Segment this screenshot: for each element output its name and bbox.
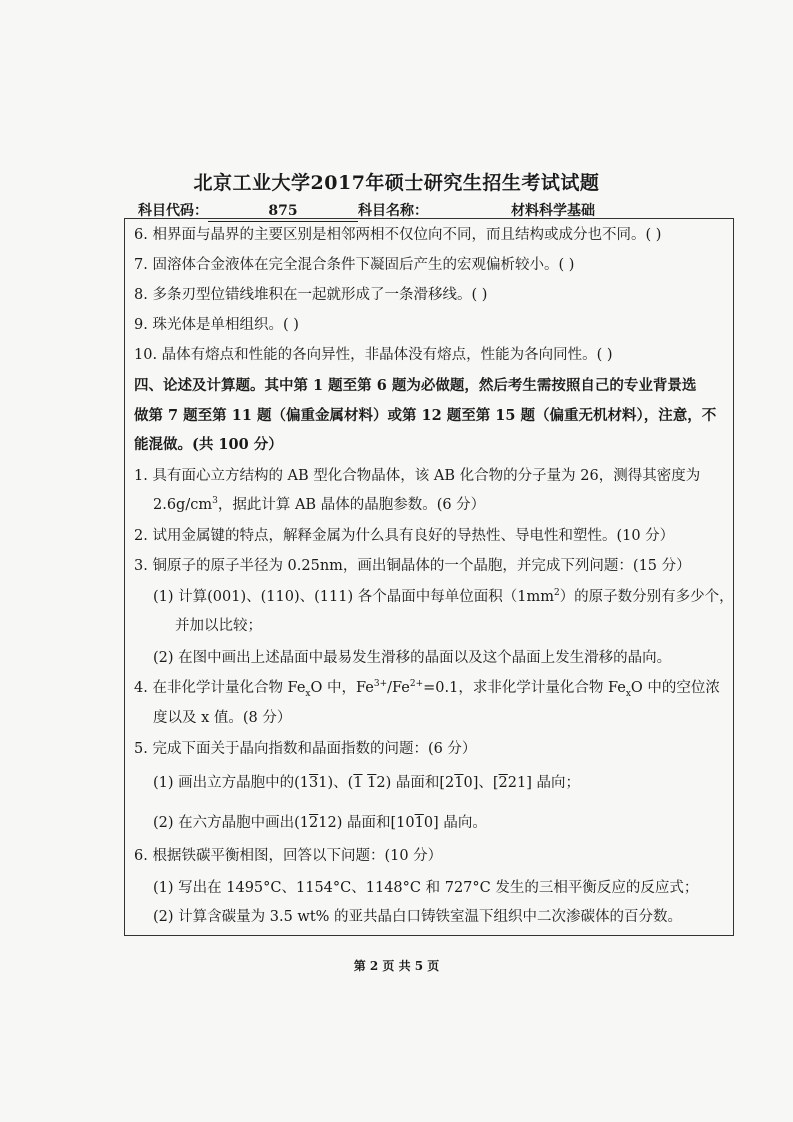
- exam-title: 北京工业大学2017年硕士研究生招生考试试题: [193, 172, 600, 194]
- q5-s1-o4: 1: [454, 775, 464, 791]
- q5-s1-f: 21] 晶向；: [507, 775, 580, 791]
- q5-s1-o2: 1: [353, 775, 363, 791]
- subject-name-label: 科目名称：: [358, 203, 428, 219]
- q4-p2: O 中，Fe: [310, 680, 374, 696]
- judgment-item-8: 8. 多条刃型位错线堆积在一起就形成了一条滑移线。( ): [134, 287, 488, 303]
- question-4-line1: [134, 678, 729, 698]
- question-1-line1: 1. 具有面心立方结构的 AB 型化合物晶体，该 AB 化合物的分子量为 26，测得其密度为: [134, 468, 701, 484]
- section4-heading-line3: 能混做。(共 100 分）: [134, 436, 283, 453]
- q1-density: 2.6g/cm: [153, 497, 213, 513]
- q5-s1-o1: 3: [309, 775, 319, 791]
- question-5-sub1: [153, 773, 748, 793]
- q5-s2-o2: 1: [414, 815, 424, 831]
- question-6-sub2: (2) 计算含碳量为 3.5 wt% 的亚共晶白口铸铁室温下组织中二次渗碳体的百分数。: [153, 909, 683, 925]
- q3-sub1-b: ）的原子数分别有多少个，: [559, 589, 734, 605]
- subject-code-label: 科目代码：: [138, 203, 208, 219]
- judgment-item-7: 7. 固溶体合金液体在完全混合条件下凝固后产生的宏观偏析较小。( ): [134, 257, 575, 273]
- subject-code-value: 875: [208, 203, 358, 222]
- section4-heading-line1: 四、论述及计算题。其中第 1 题至第 6 题为必做题，然后考生需按照自己的专业背景选: [134, 377, 697, 394]
- judgment-item-9: 9. 珠光体是单相组织。( ): [134, 317, 299, 333]
- q4-x1: x: [305, 688, 311, 699]
- q4-sup2: 2+: [409, 679, 424, 690]
- question-4-line2: 度以及 x 值。(8 分）: [153, 710, 292, 726]
- question-3-sub1-line2: 并加以比较；: [175, 618, 262, 634]
- q4-sup1: 3+: [373, 679, 388, 690]
- q5-s2-a: (2) 在六方晶胞中画出(1: [153, 815, 310, 831]
- q3-sub1-exp: 2: [553, 588, 560, 599]
- question-6-sub1: (1) 写出在 1495°C、1154°C、1148°C 和 727°C 发生的三相平衡反应的反应式；: [153, 880, 699, 896]
- q5-s1-o3: 1: [367, 775, 377, 791]
- q5-s2-c: 0] 晶向。: [423, 815, 487, 831]
- section4-heading-line2: 做第 7 题至第 11 题（偏重金属材料）或第 12 题至第 15 题（偏重无机材料），注意，不: [134, 407, 717, 424]
- q4-p5: O 中的空位浓: [630, 680, 720, 696]
- q5-s1-b: 1)、(: [318, 775, 354, 791]
- q4-x2: x: [625, 688, 631, 699]
- question-5-line1: 5. 完成下面关于晶向指数和晶面指数的问题：(6 分）: [134, 741, 477, 757]
- question-3-sub2: (2) 在图中画出上述晶面中最易发生滑移的晶面以及这个晶面上发生滑移的晶向。: [153, 650, 672, 666]
- page-footer: 第 2 页 共 5 页: [353, 959, 440, 973]
- question-6-line1: 6. 根据铁碳平衡相图，回答以下问题：(10 分）: [134, 848, 443, 864]
- q4-p3: /Fe: [387, 680, 410, 696]
- q5-s1-a: (1) 画出立方晶胞中的(1: [153, 775, 310, 791]
- question-2: 2. 试用金属键的特点，解释金属为什么具有良好的导热性、导电性和塑性。(10 分）: [134, 528, 675, 544]
- q3-sub1-a: (1) 计算(001)、(110)、(111) 各个晶面中每单位面积（1mm: [153, 589, 554, 605]
- q4-p4: =0.1，求非化学计量化合物 Fe: [423, 680, 626, 696]
- question-3-line1: 3. 铜原子的原子半径为 0.25nm，画出铜晶体的一个晶胞，并完成下列问题：(15 分）: [134, 558, 691, 574]
- q5-s1-d: 2) 晶面和[2: [376, 775, 455, 791]
- judgment-item-6: 6. 相界面与晶界的主要区别是相邻两相不仅位向不同，而且结构或成分也不同。( ): [134, 227, 662, 243]
- q4-p1: 4. 在非化学计量化合物 Fe: [134, 680, 306, 696]
- judgment-item-10: 10. 晶体有熔点和性能的各向异性，非晶体没有熔点，性能为各向同性。( ): [134, 347, 613, 363]
- q5-s2-b: 12) 晶面和[10: [318, 815, 415, 831]
- q1-tail: ，据此计算 AB 晶体的晶胞参数。(6 分）: [217, 497, 486, 513]
- q1-density-exp: 3: [212, 496, 218, 507]
- q5-s1-e: 0]、[: [463, 775, 499, 791]
- q5-s1-o5: 2: [498, 775, 508, 791]
- subject-name-value: 材料科学基础: [428, 200, 678, 219]
- q5-s2-o1: 2: [309, 815, 319, 831]
- question-3-sub1: [153, 587, 748, 607]
- question-5-sub2: [153, 813, 748, 833]
- question-1-line2: [153, 495, 748, 515]
